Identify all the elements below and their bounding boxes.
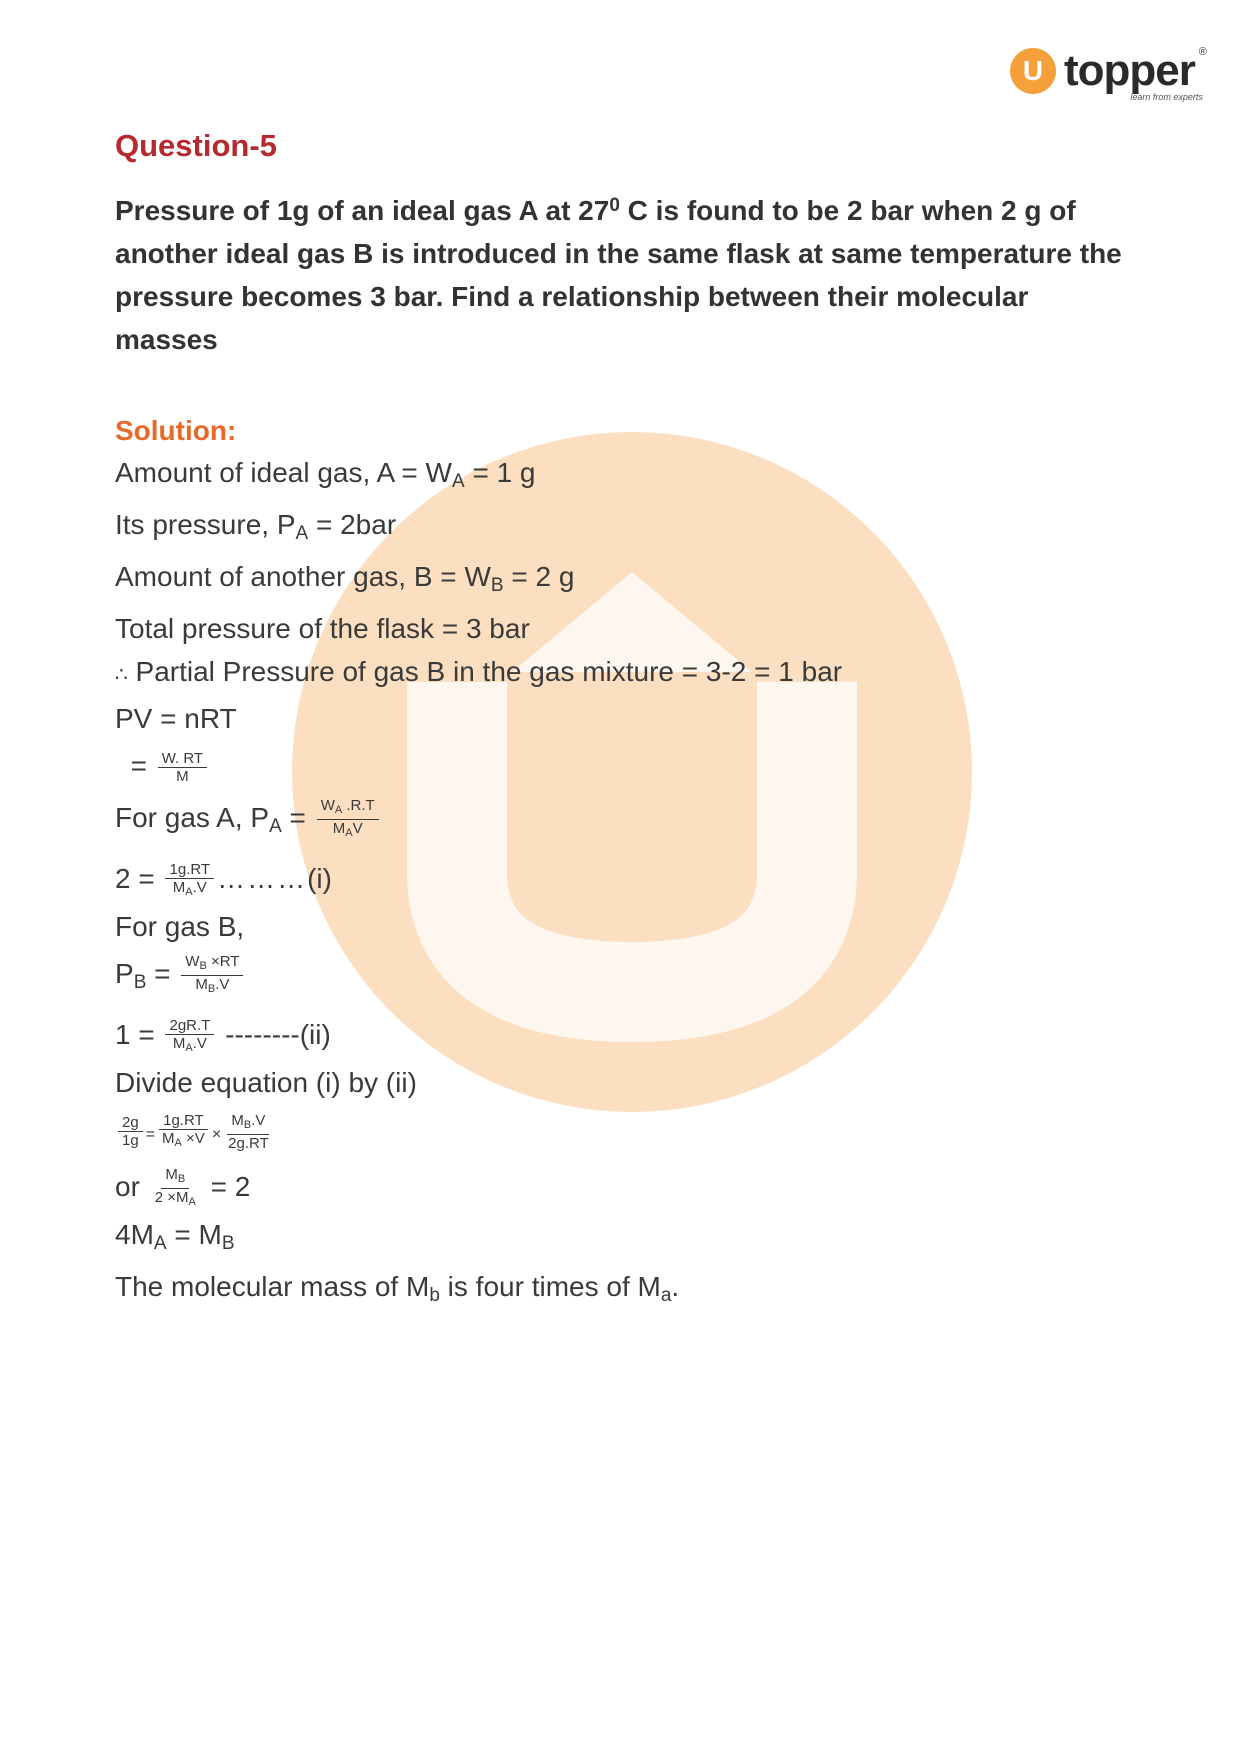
question-text: Pressure of 1g of an ideal gas A at $27^0$ C is found to be 2 bar when 2 g of another ideal gas B is introduced in the same flask at same temperature the pressure becomes 3 bar. Find a relationship between their molecular masses (115, 195, 1122, 355)
solution-line: Amount of ideal gas, $A = W_A = 1$ g (115, 457, 536, 492)
equation-line: $P_B$ = $\frac{W_B \times RT}{M_B.V}$ (115, 948, 1125, 1009)
fraction: $\frac{1g.RT}{M_A \times V}$ (158, 1112, 209, 1152)
fraction: $\frac{W_A .R.T}{M_AV}$ (317, 797, 379, 842)
equation-line: $\frac{2g}{1g}$ = $\frac{1g.RT}{M_A \times V}$ × $\frac{M_B.V}{2g.RT}$ (115, 1104, 1125, 1161)
equation-line: = $\frac{W. RT}{M}$ (115, 740, 1125, 792)
equation-line: 2 = $\frac{1g.RT}{M_A.V}$ ………(i) (115, 853, 1125, 905)
therefore-symbol: ∴ (115, 664, 128, 686)
solution-line: Amount of another gas, $B = W_B = 2$ g (115, 561, 575, 596)
logo-badge-icon: U (1010, 48, 1056, 94)
equation-line: $4M_A = M_B$ (115, 1219, 235, 1254)
solution-line: Its pressure, $P_A = 2bar$ (115, 509, 397, 544)
solution-line: Total pressure of the flask = 3 bar (115, 613, 530, 644)
equation-line: PV = nRT (115, 703, 237, 734)
fraction: $\frac{M_B}{2 \times M_A}$ (154, 1166, 196, 1209)
solution-line: For gas B, (115, 911, 245, 942)
solution-title: Solution: (115, 415, 237, 446)
fraction: $\frac{1g.RT}{M_A.V}$ (165, 861, 214, 901)
equation-line: 1 = $\frac{2gR.T}{M_A.V}$ --------(ii) (115, 1009, 1125, 1061)
fraction: $\frac{W_B \times RT}{M_B.V}$ (181, 953, 243, 998)
conclusion-line: The molecular mass of $M_b$ is four times of $M_a$. (115, 1271, 680, 1306)
equation-line: or $\frac{M_B}{2 \times M_A}$ = 2 (115, 1161, 1125, 1213)
logo-tagline: learn from experts (1130, 92, 1203, 102)
fraction: $\frac{W. RT}{M}$ (158, 750, 207, 785)
question-title: Question-5 (115, 128, 277, 163)
logo-wordmark: topper (1064, 46, 1195, 95)
equation-line: For gas A, $P_A$ = $\frac{W_A .R.T}{M_AV}$ (115, 792, 1125, 853)
fraction: $\frac{2g}{1g}$ (118, 1114, 143, 1149)
registered-mark: ® (1198, 46, 1207, 58)
topper-logo[interactable] (1010, 46, 1207, 102)
document-content (115, 128, 1125, 1317)
solution-line: ∴ Partial Pressure of gas B in the gas mixture = 3-2 = 1 bar (115, 656, 843, 687)
fraction: $\frac{2gR.T}{M_A.V}$ (165, 1017, 214, 1057)
fraction: $\frac{M_B.V}{2g.RT}$ (228, 1111, 269, 1152)
solution-line: Divide equation (i) by (ii) (115, 1067, 417, 1098)
